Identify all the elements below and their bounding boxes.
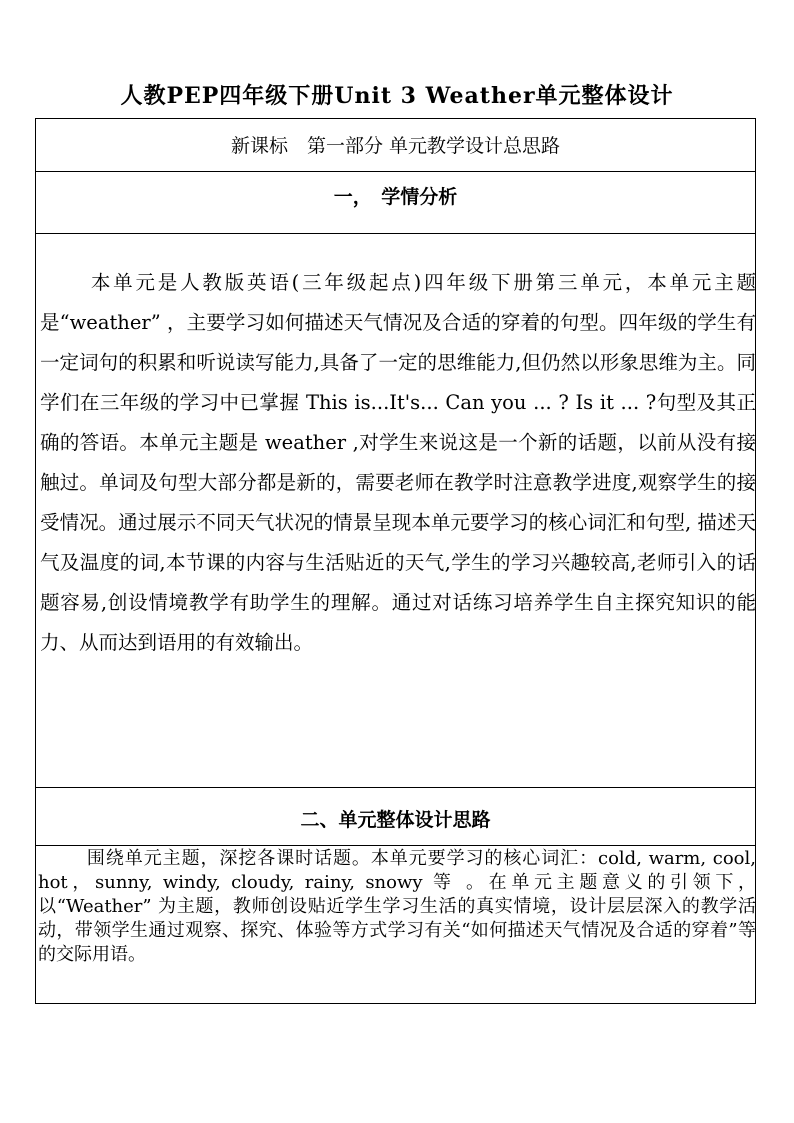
table-divider [36,787,755,788]
subtitle-row: 新课标 第一部分 单元教学设计总思路 [230,135,561,157]
section2-heading: 二、单元整体设计思路 [300,809,491,831]
document-table [35,118,756,1004]
section1-body-text: 本单元是人教版英语(三年级起点)四年级下册第三单元，本单元主题是“weather” ，主要学习如何描述天气情况及合适的穿着的句型。四年级的学生有一定词句的积累和听说读写能力,具备了一定的思维能力,但仍然以形象思维为主。同学们在三年级的学习中已掌握 This is...It's... Can you ... ? Is it ... ?句型及其正确的答语。本单元主题是 weather ,对学生来说这是一个新的话题，以前从没有接触过。单词及句型大部分都是新的，需要老师在教学时注意教学进度,观察学生的接受情况。通过展示不同天气状况的情景呈现本单元要学习的核心词汇和句型, 描述天气及温度的词,本节课的内容与生活贴近的天气,学生的学习兴趣较高,老师引入的话题容易,创设情境教学有助学生的理解。通过对话练习培养学生自主探究知识的能力、从而达到语用的有效输出。 [40,271,756,654]
section1-heading: 一， 学情分析 [333,186,458,208]
section2-body-text: 围绕单元主题，深挖各课时话题。本单元要学习的核心词汇：cold, warm, cool, hot，sunny, windy, cloudy, rainy, snowy 等 。在单元主题意义的引领下，以“Weather” 为主题，教师创设贴近学生学习生活的真实情境，设计层层深入的教学活动，带领学生通过观察、探究、体验等方式学习有关“如何描述天气情况及合适的穿着”等的交际用语。 [38,848,756,965]
section2-body [38,847,756,967]
table-divider [36,845,755,846]
table-divider [36,171,755,172]
section1-body [40,263,756,663]
table-divider [36,233,755,234]
document-title: 人教PEP四年级下册Unit 3 Weather单元整体设计 [120,83,674,109]
